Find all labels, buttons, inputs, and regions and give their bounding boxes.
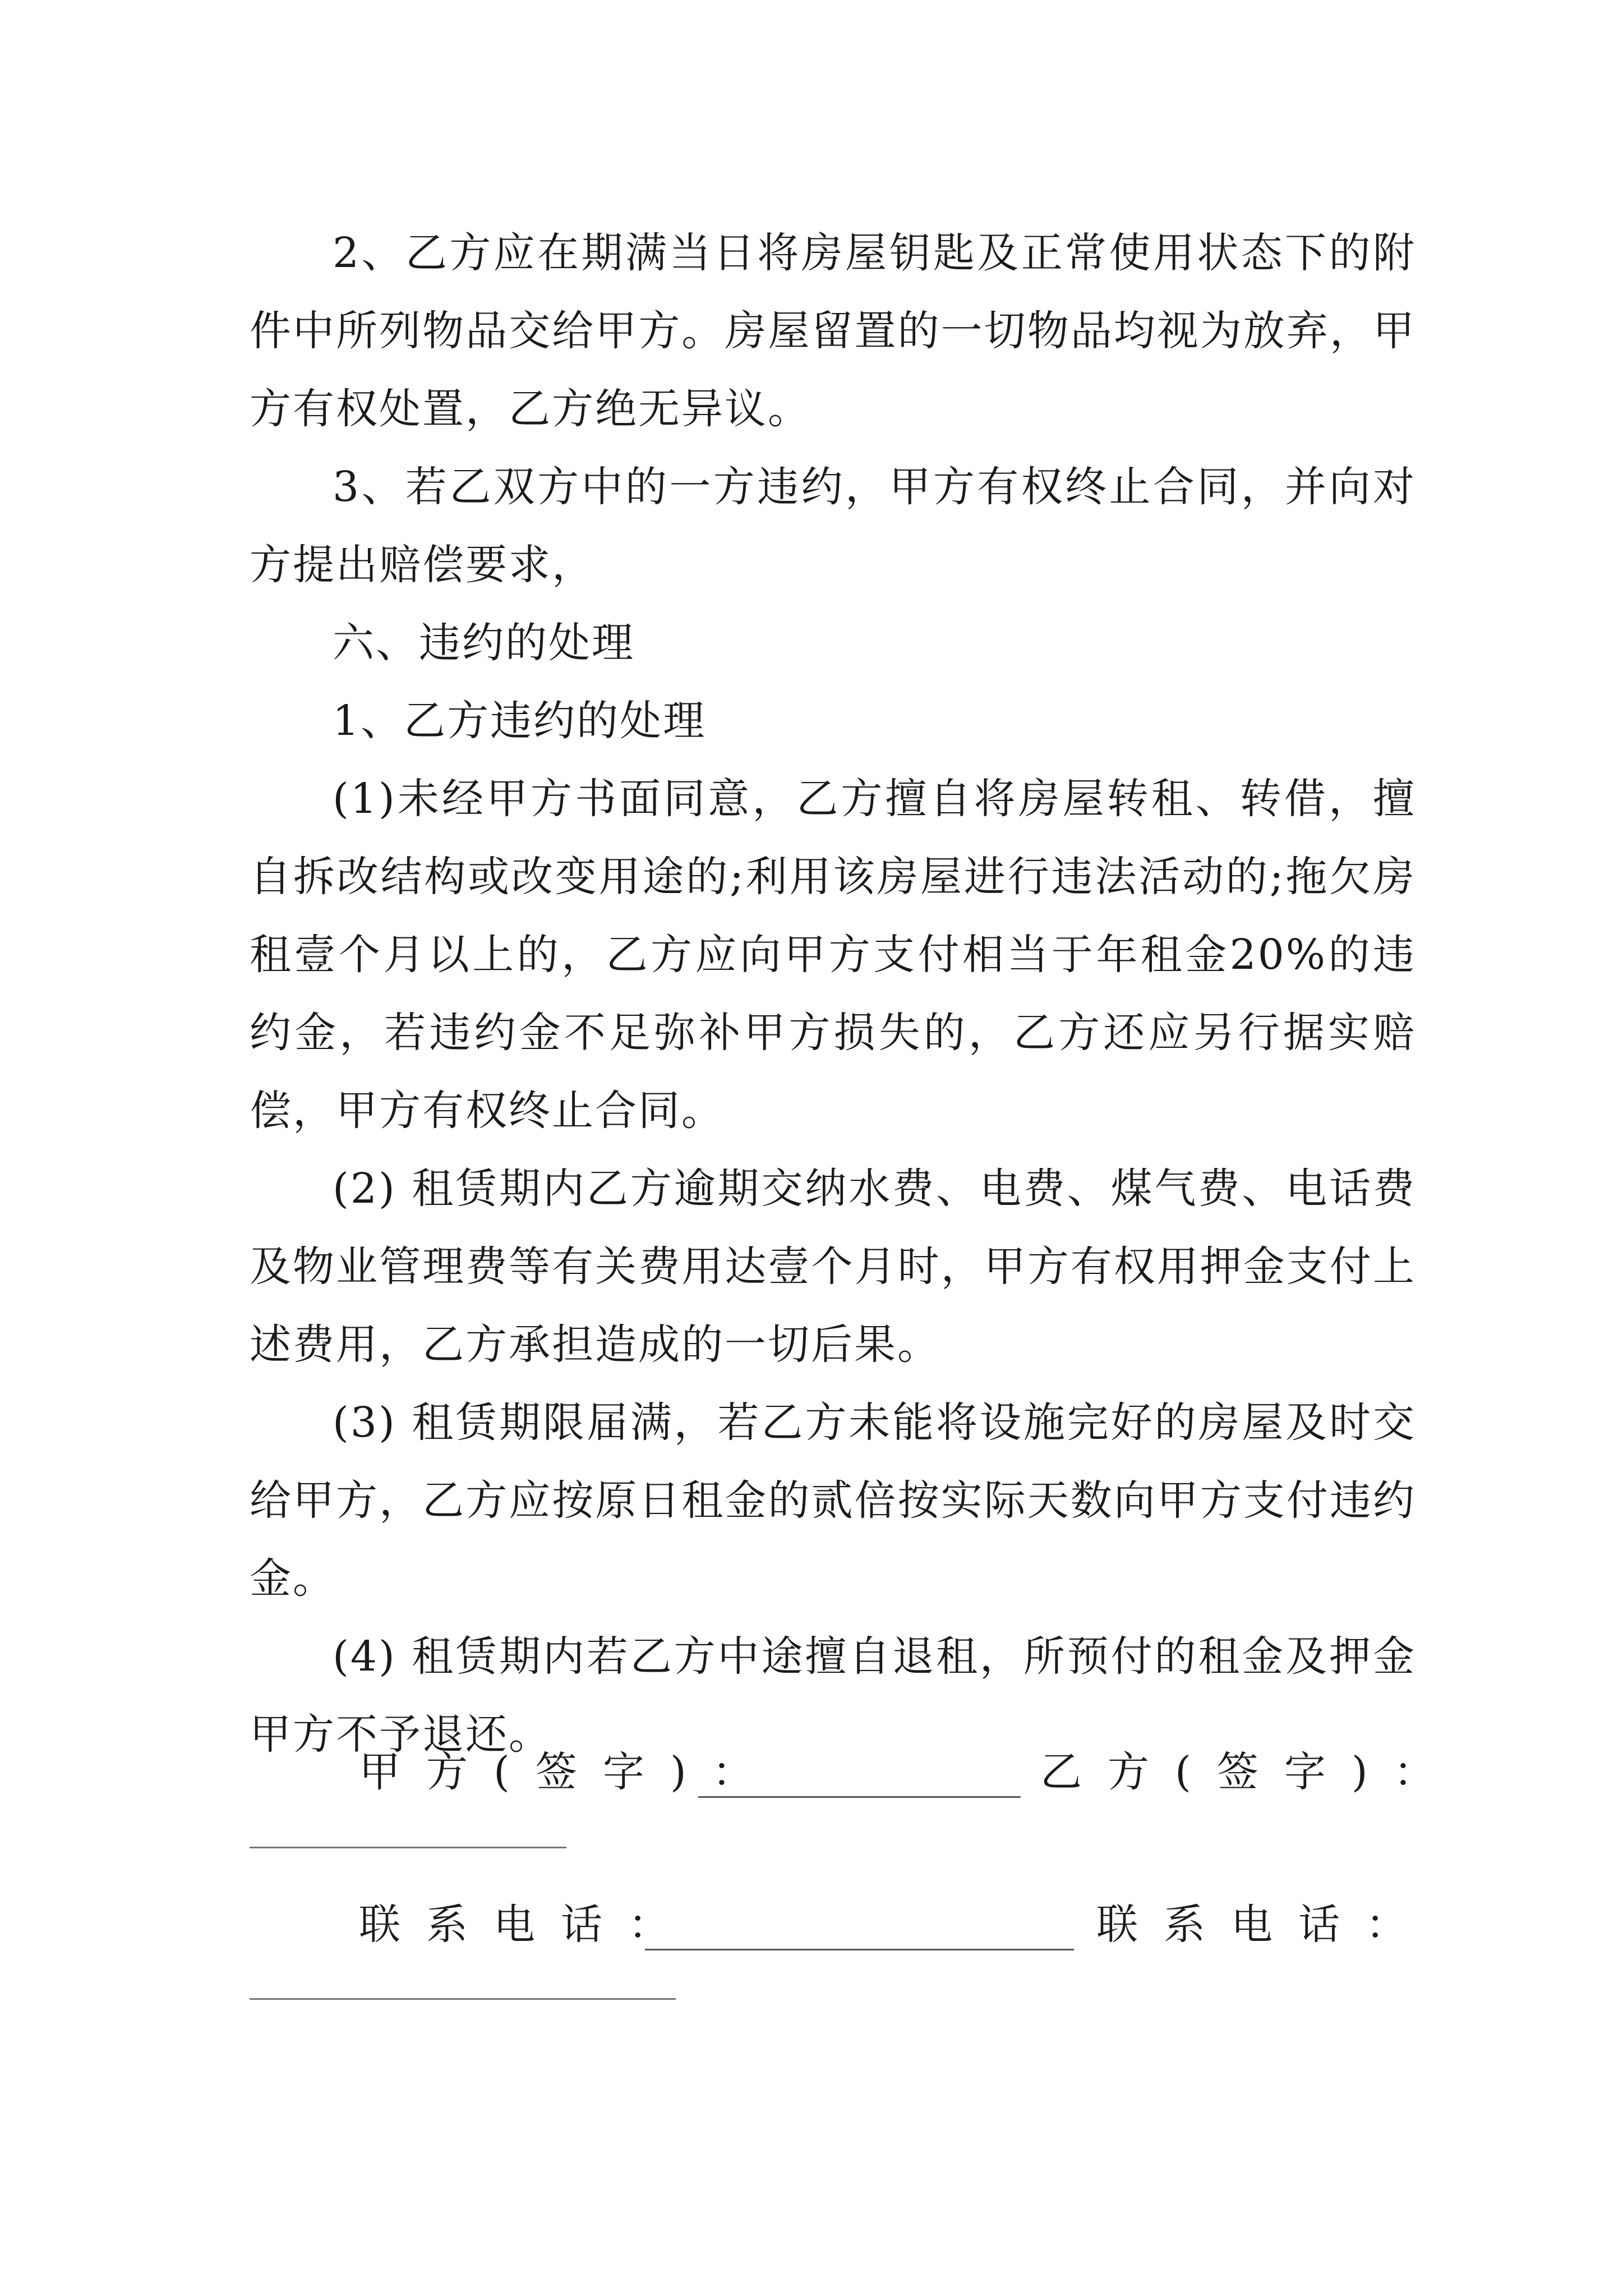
subsection-heading-party-b-breach: 1、乙方违约的处理 (333, 697, 707, 745)
party-b-signature-label: 乙方(签字)： (1040, 1748, 1461, 1796)
party-b-phone-label: 联系电话： (1096, 1901, 1433, 1949)
party-a-phone-label: 联系电话： (359, 1901, 695, 1949)
party-b-phone-line (250, 1998, 676, 2000)
signature-row (0, 1733, 1623, 1811)
clause-2-overdue-fees: (2) 租赁期内乙方逾期交纳水费、电费、煤气费、电话费及物业管理费等有关费用达壹个月时，甲方有权用押金支付上述费用，乙方承担造成的一切后果。 (250, 1165, 1416, 1369)
party-b-signature-line (250, 1847, 566, 1848)
paragraph-key-return: 2、乙方应在期满当日将房屋钥匙及正常使用状态下的附件中所列物品交给甲方。房屋留置的一切物品均视为放弃，甲方有权处置，乙方绝无异议。 (250, 229, 1416, 433)
party-a-phone-line (645, 1949, 1074, 1950)
section-heading-breach: 六、违约的处理 (333, 619, 635, 667)
clause-3-lease-expiry: (3) 租赁期限届满，若乙方未能将设施完好的房屋及时交给甲方，乙方应按原日租金的贰倍按实际天数向甲方支付违约金。 (250, 1398, 1416, 1603)
party-a-signature-line (698, 1796, 1021, 1798)
party-a-signature-label: 甲方(签字)： (359, 1748, 780, 1796)
paragraph-breach-claim: 3、若乙双方中的一方违约，甲方有权终止合同，并向对方提出赔偿要求， (250, 463, 1416, 589)
clause-1-sublease: (1)未经甲方书面同意，乙方擅自将房屋转租、转借，擅自拆改结构或改变用途的;利用该房屋进行违法活动的;拖欠房租壹个月以上的，乙方应向甲方支付相当于年租金20%的违约金，若违约金不足弥补甲方损失的，乙方还应另行据实赔偿，甲方有权终止合同。 (250, 775, 1416, 1135)
clause-4-early-termination: (4) 租赁期内若乙方中途擅自退租，所预付的租金及押金甲方不予退还。 (250, 1632, 1416, 1759)
phone-row (0, 1886, 1623, 1964)
document-body (250, 214, 1416, 1774)
